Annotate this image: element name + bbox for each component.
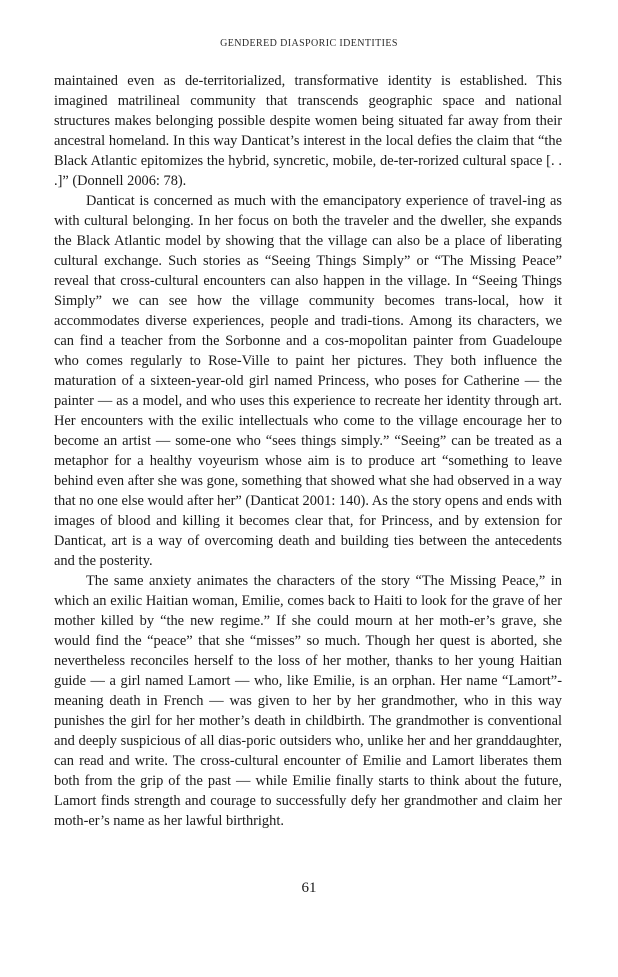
paragraph-seeing-things-simply: Danticat is concerned as much with the emancipatory experience of travel-ing as with cultural belonging. In her focus on both the traveler and the dweller, she expands the Black Atlantic model by showing that the village can also be a place of liberating cultural exchange. Such stories as “Seeing Things Simply” or “The Missing Peace” reveal that cross-cultural encounters can also happen in the village. In “Seeing Things Simply” we can see how the village community becomes trans-local, how it accommodates diverse experiences, people and tradi-tions. Among its characters, we can find a teacher from the Sorbonne and a cos-mopolitan painter from Guadeloupe who comes regularly to Rose-Ville to paint her pictures. They both influence the maturation of a sixteen-year-old girl named Princess, who poses for Catherine — the painter — as a model, and who uses this experience to recreate her identity through art. Her encounters with the exilic intellectuals who come to the village encourage her to become an artist — some-one who “sees things simply.” “Seeing” can be treated as a metaphor for a healthy voyeurism whose aim is to produce art “something to leave behind even after she was gone, something that showed what she had observed in a way that no one else would after her” (Danticat 2001: 140). As the story opens and ends with images of blood and killing it becomes clear that, for Princess, and by extension for Danticat, art is a way of overcoming death and building ties between the antecedents and the posterity. — [54, 193, 562, 569]
paragraph-continuation: maintained even as de-territorialized, transformative identity is established. This imagined matrilineal community that transcends geographic space and national structures makes belonging possible despite women being situated far away from their ancestral homeland. In this way Danticat’s interest in the local defies the claim that “the Black Atlantic epitomizes the hybrid, syncretic, mobile, de-ter-rorized cultural space [. . .]” (Donnell 2006: 78). — [54, 73, 562, 189]
page-number: 61 — [301, 880, 317, 896]
running-head: GENDERED DIASPORIC IDENTITIES — [220, 38, 398, 49]
paragraph-missing-peace: The same anxiety animates the characters of the story “The Missing Peace,” in which an exilic Haitian woman, Emilie, comes back to Haiti to look for the grave of her mother killed by “the new regime.” If she could mourn at her moth-er’s grave, she would find the “peace” that she “misses” so much. Though her quest is aborted, she nevertheless reconciles herself to the loss of her mother, thanks to her young Haitian guide — a girl named Lamort — who, like Emilie, is an orphan. Her name “Lamort”- meaning death in French — was given to her by her grandmother, who in this way punishes the girl for her mother’s death in childbirth. The grandmother is conventional and deeply suspicious of all dias-poric outsiders who, unlike her and her granddaughter, can read and write. The cross-cultural encounter of Emilie and Lamort liberates them both from the grip of the past — while Emilie finally starts to think about the future, Lamort finds strength and courage to successfully defy her grandmother and claim her moth-er’s name as her lawful birthright. — [54, 573, 562, 829]
body-text — [54, 71, 562, 831]
